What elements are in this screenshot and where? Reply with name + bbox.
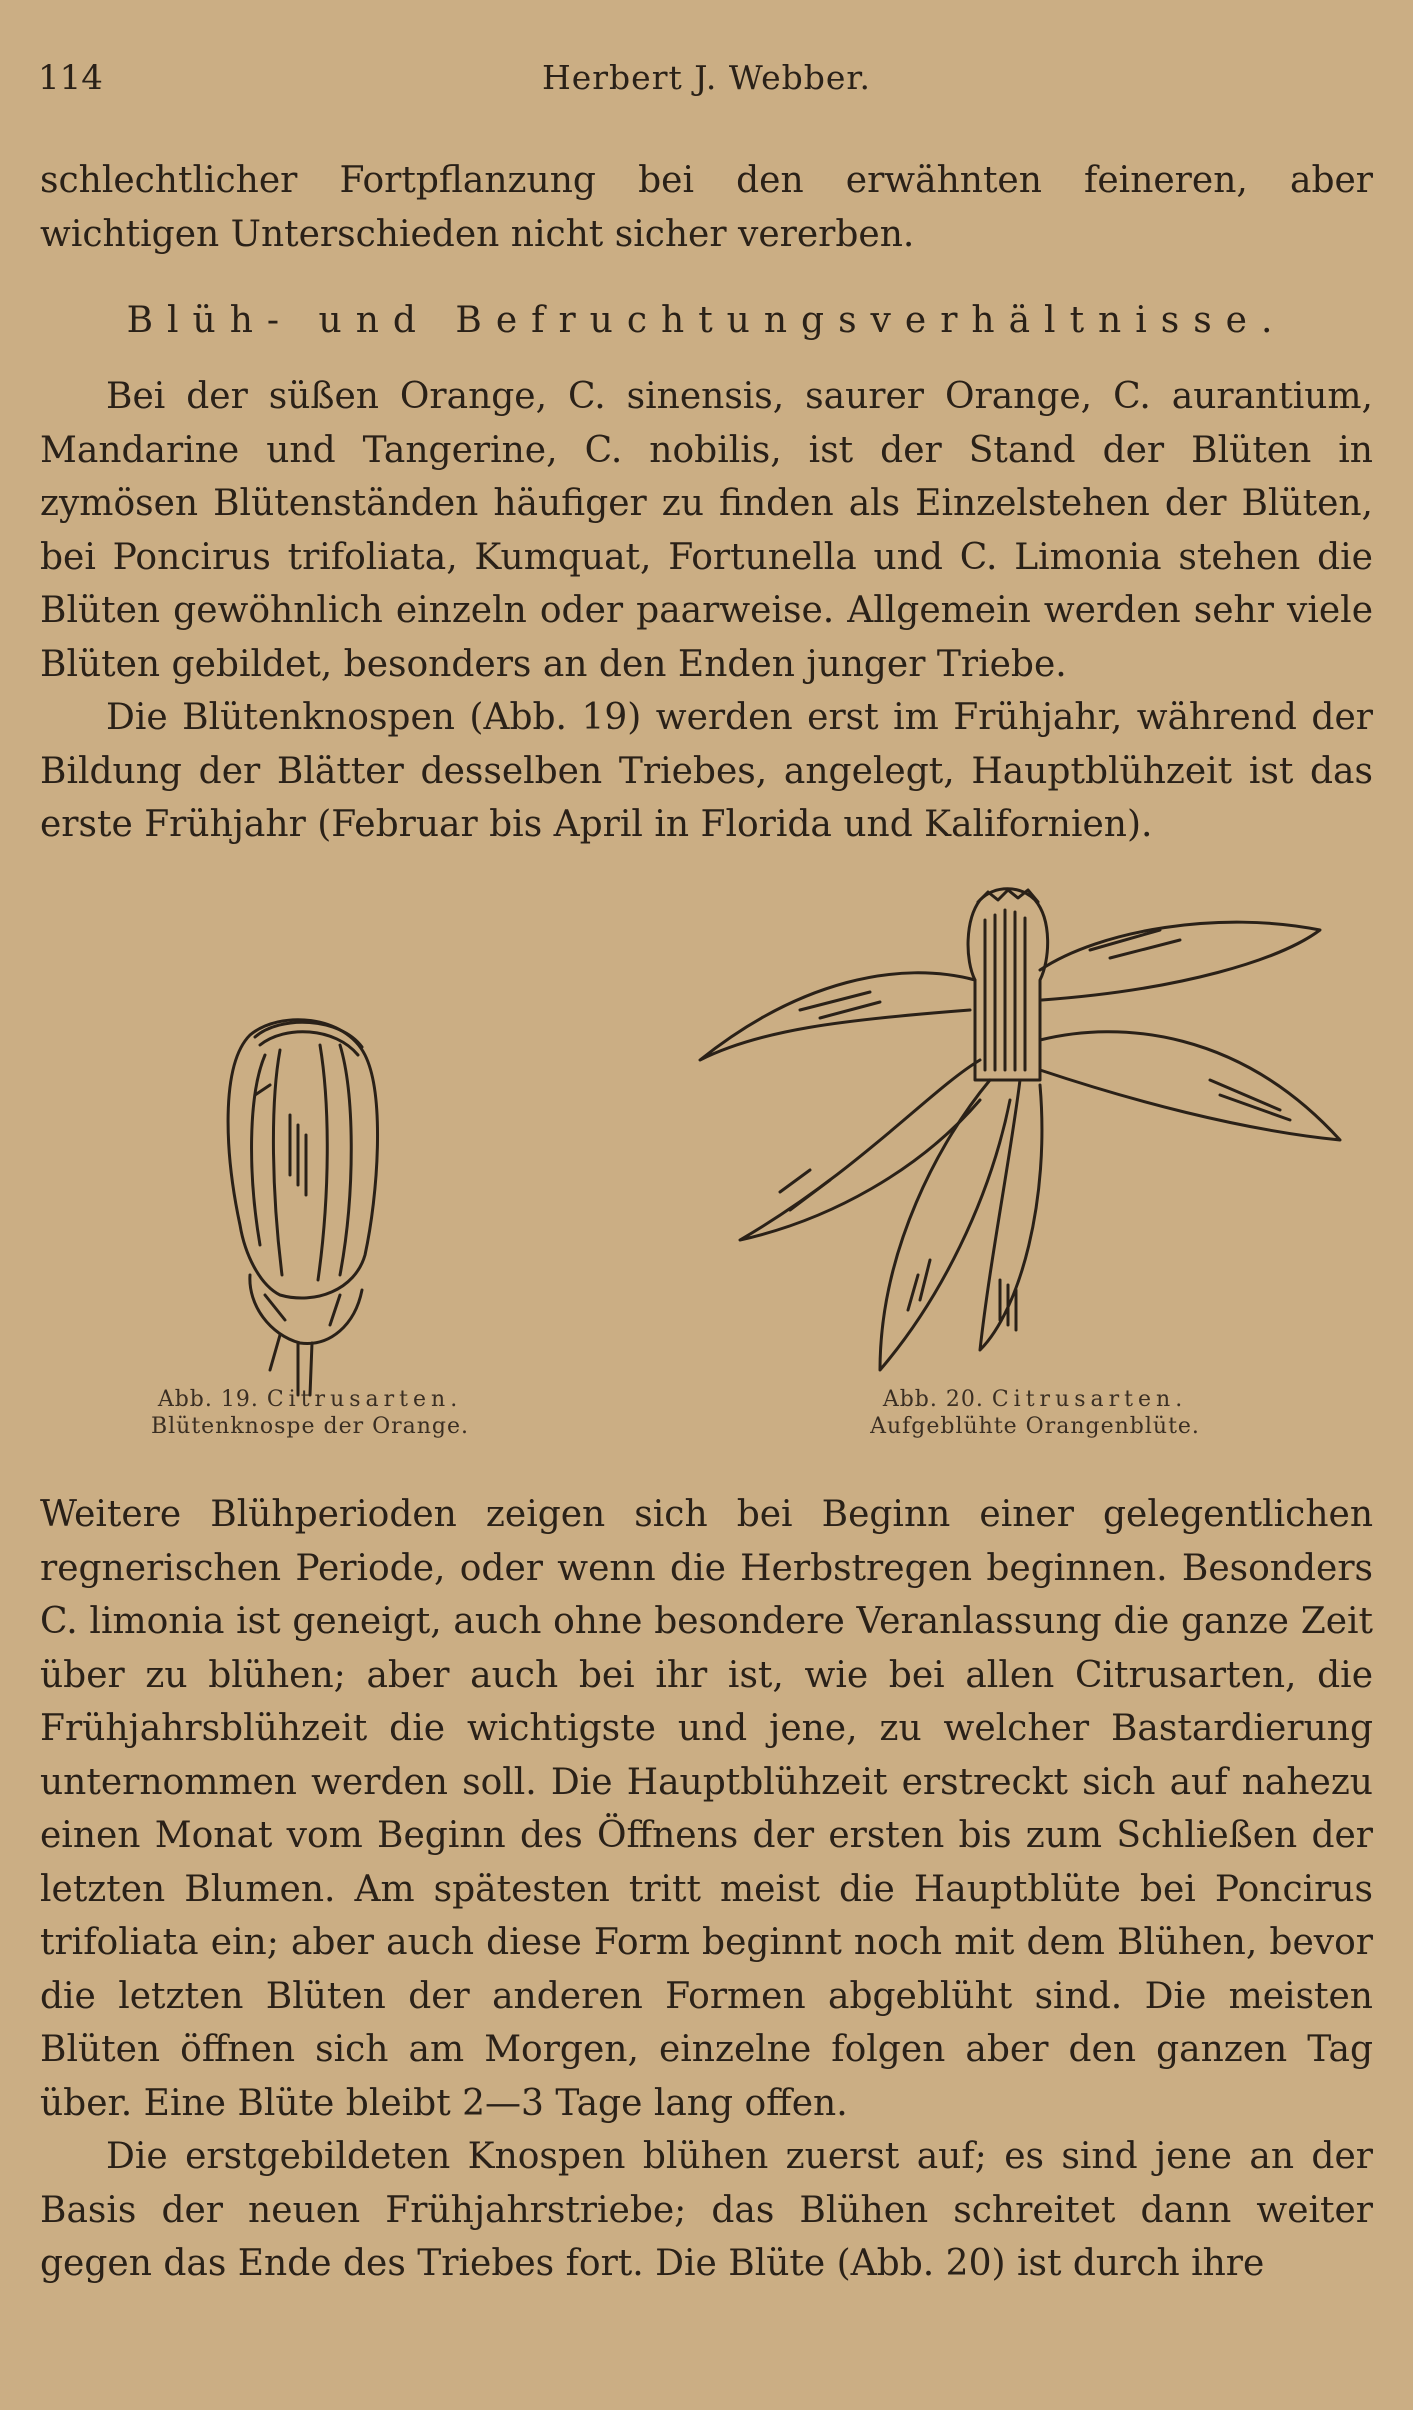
figure-20-label: Abb. 20. [882, 1387, 984, 1412]
text-block-flowering [40, 1488, 1373, 2291]
paragraph: Weitere Blühperioden zeigen sich bei Beginn einer gelegentlichen regnerischen Periode, oder wenn die Herbstregen beginnen. Besonders C. limonia ist geneigt, auch ohne besondere Veranlassung die ganze Zeit über zu blühen; aber auch bei ihr ist, wie bei allen Citrusarten, die Frühjahrsblühzeit die wichtigste und jene, zu welcher Bastardierung unternommen werden soll. Die Hauptblühzeit erstreckt sich auf nahezu einen Monat vom Beginn des Öffnens der ersten bis zum Schließen der letzten Blumen. Am spätesten tritt meist die Hauptblüte bei Poncirus trifoliata ein; aber auch diese Form beginnt noch mit dem Blühen, bevor die letzten Blüten der anderen Formen abgeblüht sind. Die meisten Blüten öffnen sich am Morgen, einzelne folgen aber den ganzen Tag über. Eine Blüte bleibt 2—3 Tage lang offen. [40, 1494, 1373, 2124]
text-block-intro [40, 154, 1373, 261]
figure-flower-bud-illustration [130, 975, 520, 1405]
figure-20-genus: Citrusarten. [991, 1387, 1188, 1412]
section-heading: Blüh- und Befruchtungsverhältnisse. [126, 300, 1287, 341]
running-head: Herbert J. Webber. [541, 58, 872, 97]
figure-20-caption [770, 1386, 1300, 1440]
paragraph: Bei der süßen Orange, C. sinensis, saurer Orange, C. aurantium, Mandarine und Tangerine, C. nobilis, ist der Stand der Blüten in zymösen Blütenständen häufiger zu finden als Einzelstehen der Blüten, bei Poncirus trifoliata, Kumquat, Fortunella und C. Limonia stehen die Blüten gewöhnlich einzeln oder paarweise. Allgemein werden sehr viele Blüten gebildet, besonders an den Enden junger Triebe. [40, 376, 1373, 685]
figure-open-blossom-illustration [680, 880, 1360, 1410]
paragraph: Die erstgebildeten Knospen blühen zuerst auf; es sind jene an der Basis der neuen Frühjahrstriebe; das Blühen schreitet dann weiter gegen das Ende des Triebes fort. Die Blüte (Abb. 20) ist durch ihre [40, 2136, 1373, 2284]
paragraph: Die Blütenknospen (Abb. 19) werden erst im Frühjahr, während der Bildung der Blätter desselben Triebes, angelegt, Hauptblühzeit ist das erste Frühjahr (Februar bis April in Florida und Kalifornien). [40, 697, 1373, 845]
figure-19-caption [80, 1386, 540, 1440]
text-block-main [40, 370, 1373, 852]
paragraph: schlechtlicher Fortpflanzung bei den erwähnten feineren, aber wichtigen Unterschieden nicht sicher vererben. [40, 160, 1373, 255]
page-header [38, 58, 1375, 108]
figure-20-description: Aufgeblühte Orangenblüte. [870, 1414, 1200, 1439]
figure-19-genus: Citrusarten. [266, 1387, 463, 1412]
figure-19-description: Blütenknospe der Orange. [150, 1414, 470, 1439]
figure-19-label: Abb. 19. [157, 1387, 259, 1412]
page-number: 114 [38, 58, 103, 98]
